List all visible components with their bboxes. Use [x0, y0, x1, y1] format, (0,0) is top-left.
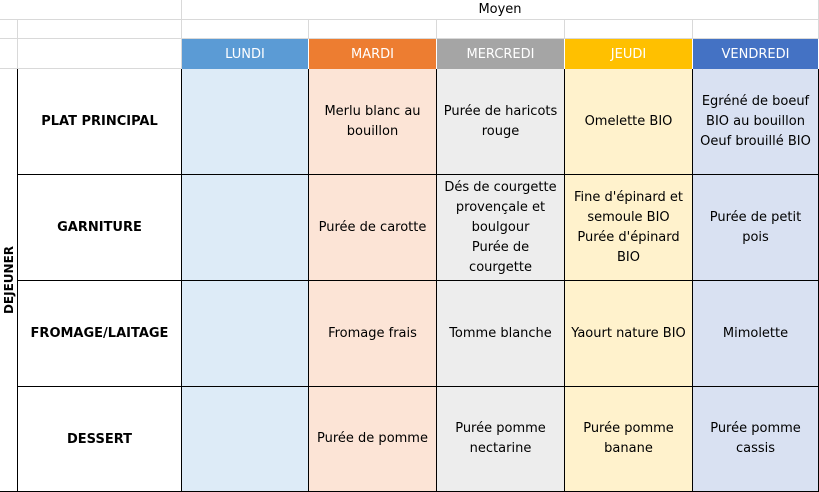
menu-cell-text: Purée pomme nectarine: [455, 421, 546, 456]
menu-cell-mercredi[interactable]: [437, 175, 565, 281]
menu-cell-jeudi[interactable]: [565, 69, 693, 175]
empty-cell-r2c[interactable]: [182, 20, 309, 39]
menu-cell-text: Purée de petit pois: [709, 209, 802, 245]
empty-cell-r2d[interactable]: [309, 20, 437, 39]
menu-cell-mardi[interactable]: [309, 175, 437, 281]
empty-corner-cell[interactable]: [0, 0, 182, 20]
empty-cell-r3b[interactable]: [18, 39, 182, 69]
menu-cell-text: Mimolette: [722, 325, 789, 341]
day-header-mardi[interactable]: MARDI: [309, 39, 437, 69]
menu-cell-jeudi[interactable]: [565, 281, 693, 387]
menu-cell-text: Merlu blanc au bouillon: [324, 103, 421, 139]
menu-cell-text: Fromage frais: [328, 325, 417, 341]
menu-cell-lundi[interactable]: [182, 281, 309, 387]
menu-cell-text: Omelette BIO: [584, 113, 673, 129]
row-header-garniture[interactable]: GARNITURE: [18, 175, 182, 281]
menu-cell-mercredi[interactable]: [437, 387, 565, 492]
empty-cell-r2b[interactable]: [18, 20, 182, 39]
menu-cell-text: Purée de pomme: [317, 431, 428, 446]
menu-cell-vendredi[interactable]: [693, 281, 819, 387]
menu-cell-text: Purée pomme banane: [583, 421, 674, 456]
menu-cell-text: Tomme blanche: [449, 325, 552, 341]
empty-cell-r2f[interactable]: [565, 20, 693, 39]
menu-cell-mercredi[interactable]: [437, 69, 565, 175]
menu-cell-text: Fine d'épinard et semoule BIO Purée d'épinard BIO: [573, 189, 683, 265]
day-header-lundi[interactable]: LUNDI: [182, 39, 309, 69]
menu-cell-text: Dés de courgette provençale et boulgour Purée de courgette: [444, 179, 557, 275]
section-label: DEJEUNER: [1, 245, 16, 315]
menu-cell-text: Egréné de boeuf BIO au bouillon Oeuf brouillé BIO: [700, 93, 811, 149]
group-title[interactable]: Moyen: [182, 0, 819, 20]
day-header-mercredi[interactable]: MERCREDI: [437, 39, 565, 69]
menu-cell-mardi[interactable]: [309, 281, 437, 387]
menu-cell-text: Purée de haricots rouge: [443, 103, 558, 139]
menu-cell-text: Yaourt nature BIO: [571, 325, 686, 341]
menu-cell-lundi[interactable]: [182, 387, 309, 492]
row-header-dessert[interactable]: DESSERT: [18, 387, 182, 492]
menu-cell-text: Purée pomme cassis: [710, 421, 801, 456]
menu-cell-jeudi[interactable]: [565, 175, 693, 281]
menu-cell-vendredi[interactable]: [693, 69, 819, 175]
empty-cell-r2a[interactable]: [0, 20, 18, 39]
menu-cell-mercredi[interactable]: [437, 281, 565, 387]
empty-cell-r2g[interactable]: [693, 20, 819, 39]
menu-cell-mardi[interactable]: [309, 387, 437, 492]
empty-cell-r2e[interactable]: [437, 20, 565, 39]
menu-cell-lundi[interactable]: [182, 175, 309, 281]
menu-cell-vendredi[interactable]: [693, 175, 819, 281]
day-header-jeudi[interactable]: JEUDI: [565, 39, 693, 69]
row-header-fromage-laitage[interactable]: FROMAGE/LAITAGE: [18, 281, 182, 387]
menu-cell-text: Purée de carotte: [318, 219, 427, 235]
menu-cell-vendredi[interactable]: [693, 387, 819, 492]
menu-cell-mardi[interactable]: [309, 69, 437, 175]
empty-cell-r3a[interactable]: [0, 39, 18, 69]
menu-cell-lundi[interactable]: [182, 69, 309, 175]
section-label-cell[interactable]: [0, 69, 18, 492]
day-header-vendredi[interactable]: VENDREDI: [693, 39, 819, 69]
row-header-plat-principal[interactable]: PLAT PRINCIPAL: [18, 69, 182, 175]
menu-cell-jeudi[interactable]: [565, 387, 693, 492]
